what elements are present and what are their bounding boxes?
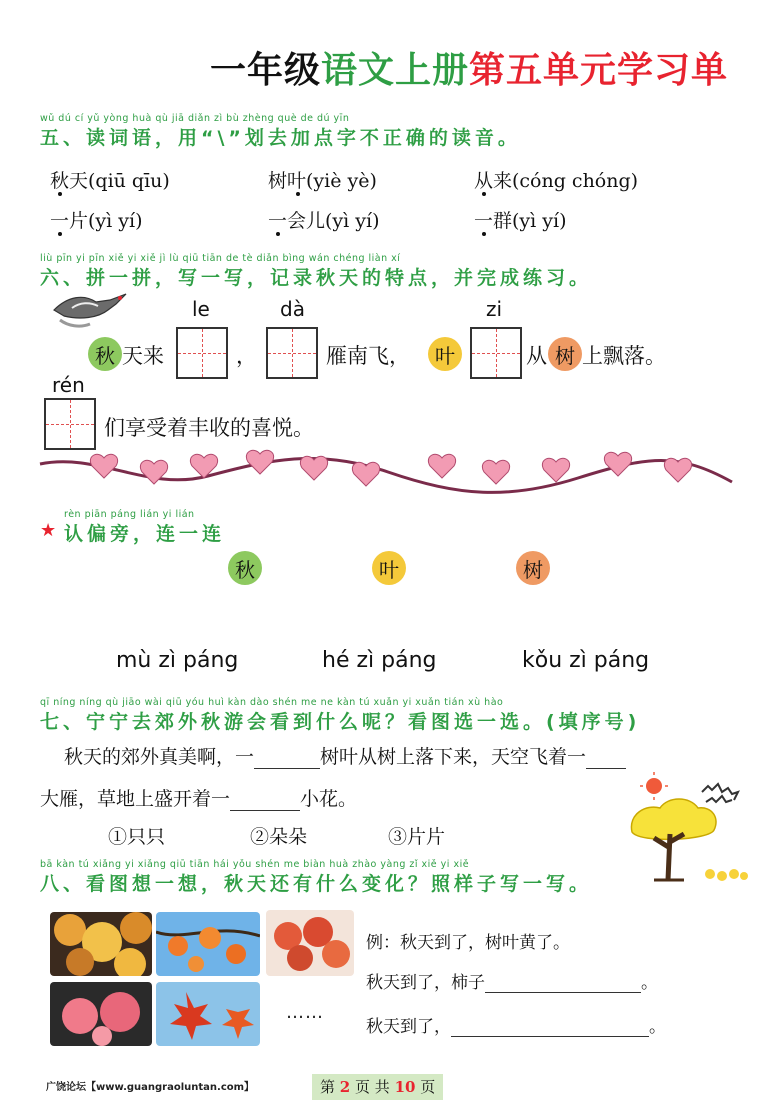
match-char-shu[interactable]: 树 <box>516 551 550 585</box>
word-conglai: 从来(cóng chóng) <box>474 170 639 192</box>
box-pinyin-ren: rén <box>52 373 85 397</box>
radical-header: rèn piān páng lián yi lián 认偏旁，连一连 <box>64 509 226 545</box>
section6-header: liù pīn yi pīn xiě yi xiě jì lù qiū tiān de tè diǎn bìng wán chéng liàn xí 六、拼一拼，写一写，记录秋天的特点，并完成练习。 <box>40 253 593 289</box>
write-line-2: 秋天到了， 。 <box>366 1017 666 1037</box>
sentence-text: 雁南飞， <box>326 344 410 368</box>
writing-box-da[interactable] <box>266 327 318 379</box>
word-yiqun: 一群(yì yí) <box>474 210 567 232</box>
writing-box-zi[interactable] <box>470 327 522 379</box>
box-pinyin-le: le <box>192 297 210 321</box>
choice-2: ②朵朵 <box>250 826 308 848</box>
photo-pomegranates <box>50 982 152 1046</box>
page-indicator: 第 2 页 共 10 页 <box>312 1074 443 1100</box>
blank-2[interactable] <box>586 747 626 769</box>
photo-persimmon-branch <box>156 912 260 976</box>
emphasis-dot <box>296 192 300 196</box>
choice-3: ③片片 <box>388 826 446 848</box>
autumn-scene-illustration <box>624 770 754 886</box>
section5-header: wǔ dú cí yǔ yòng huà qù jiā diǎn zì bù zhèng què de dú yīn 五、读词语，用“\”划去加点字不正确的读音。 <box>40 113 521 149</box>
emphasis-dot <box>58 192 62 196</box>
photo-red-maple-leaves <box>156 982 260 1046</box>
blank-1[interactable] <box>254 747 320 769</box>
ellipsis: …… <box>286 1002 324 1023</box>
blank-3[interactable] <box>230 789 300 811</box>
example-sentence: 例：秋天到了，树叶黄了。 <box>366 933 570 953</box>
write-line-1: 秋天到了，柿子 。 <box>366 973 658 993</box>
emphasis-dot <box>58 232 62 236</box>
sentence-text: 们享受着丰收的喜悦。 <box>104 416 314 440</box>
box-pinyin-da: dà <box>280 297 305 321</box>
word-shuye: 树叶(yiè yè) <box>268 170 377 192</box>
sentence-comma: ， <box>236 344 257 368</box>
sentence-text: 上飘落。 <box>582 344 666 368</box>
word-qiutian: 秋天(qiū qīu) <box>50 170 170 192</box>
photo-apples <box>266 910 354 976</box>
choice-1: ①只只 <box>108 826 166 848</box>
section8-header: bā kàn tú xiǎng yi xiǎng qiū tiān hái yǒu shén me biàn huà zhào yàng zǐ xiě yi xiě 八、看图想一想，秋天还有什么变化？照样子写一写。 <box>40 859 593 895</box>
photo-ginkgo-leaves <box>50 912 152 976</box>
footer-source: 广饶论坛【www.guangraoluntan.com】 <box>46 1082 255 1093</box>
emphasis-dot <box>482 192 486 196</box>
radical-option-kou[interactable]: kǒu zì páng <box>522 648 650 673</box>
radical-option-mu[interactable]: mù zì páng <box>116 648 239 673</box>
writing-box-le[interactable] <box>176 327 228 379</box>
emphasis-dot <box>482 232 486 236</box>
wild-goose-illustration <box>50 288 130 336</box>
word-yipian: 一片(yì yí) <box>50 210 143 232</box>
star-icon: ★ <box>40 520 57 541</box>
radical-option-he[interactable]: hé zì páng <box>322 648 437 673</box>
page-title: 一年级语文上册第五单元学习单 <box>210 50 729 91</box>
sentence-text: 从 <box>526 344 547 368</box>
box-pinyin-zi: zi <box>486 297 503 321</box>
char-circle-ye: 叶 <box>428 337 462 371</box>
match-char-qiu[interactable]: 秋 <box>228 551 262 585</box>
section7-line2: 大雁，草地上盛开着一 小花。 <box>40 788 358 810</box>
answer-blank-2[interactable] <box>451 1015 649 1037</box>
char-circle-qiu: 秋 <box>88 337 122 371</box>
char-circle-shu: 树 <box>548 337 582 371</box>
section7-header: qī níng níng qù jiāo wài qiū yóu huì kàn dào shén me ne kàn tú xuǎn yi xuǎn tián xù hào 七、宁宁去郊外秋游会看到什么呢？看图选一选。(填序号) <box>40 697 641 733</box>
answer-blank-1[interactable] <box>485 971 641 993</box>
sentence-text: 天来 <box>122 344 164 368</box>
emphasis-dot <box>276 232 280 236</box>
heart-vine-divider <box>38 442 734 504</box>
word-yihuier: 一会儿(yì yí) <box>268 210 380 232</box>
match-char-ye[interactable]: 叶 <box>372 551 406 585</box>
section7-line1: 秋天的郊外真美啊，一 树叶从树上落下来，天空飞着一 <box>64 742 626 769</box>
